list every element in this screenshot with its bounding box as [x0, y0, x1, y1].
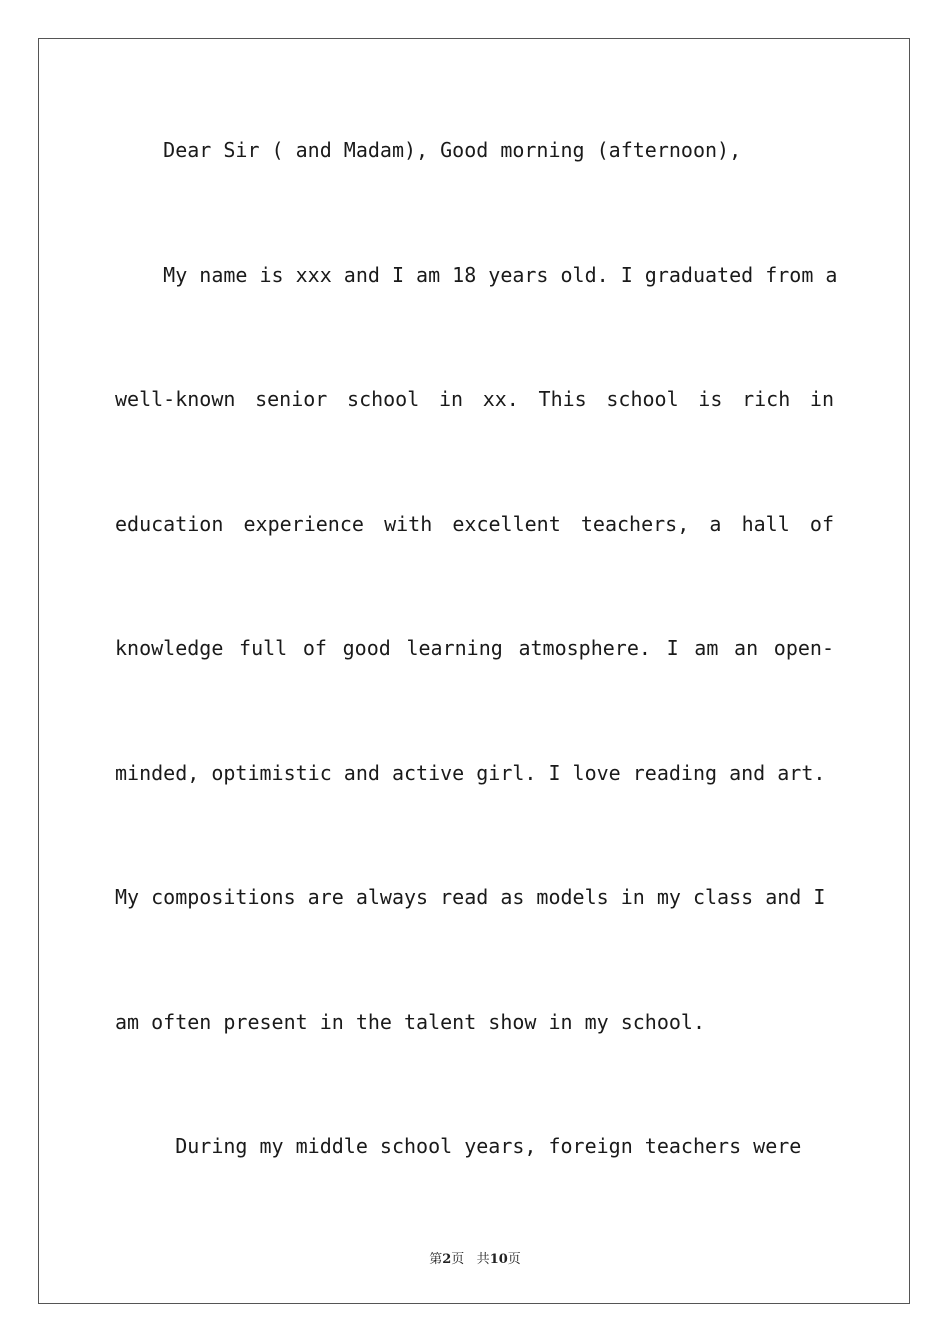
greeting-line: Dear Sir ( and Madam), Good morning (afternoon),	[115, 138, 742, 162]
body-line-4: knowledge full of good learning atmosphere. I am an open-	[115, 636, 834, 660]
body-line-1: My name is xxx and I am 18 years old. I graduated from a	[115, 263, 838, 287]
body-line-6: My compositions are always read as models in my class and I	[115, 885, 826, 909]
body-line-2: well-known senior school in xx. This school is rich in	[115, 387, 834, 411]
body-line-8: During my middle school years, foreign teachers were	[115, 1134, 802, 1158]
body-line-7: am often present in the talent show in my school.	[115, 1010, 706, 1034]
page-border	[38, 38, 910, 1304]
footer-page-suffix: 页	[451, 1252, 465, 1267]
page-footer	[0, 1248, 950, 1267]
body-line-5: minded, optimistic and active girl. I love reading and art.	[115, 761, 826, 785]
footer-total-prefix: 共	[476, 1252, 490, 1267]
footer-page-prefix: 第	[429, 1252, 443, 1267]
footer-total-suffix: 页	[507, 1252, 521, 1267]
footer-total-number: 10	[489, 1252, 508, 1267]
body-line-3: education experience with excellent teachers, a hall of	[115, 512, 834, 536]
footer-page-number: 2	[442, 1252, 452, 1267]
